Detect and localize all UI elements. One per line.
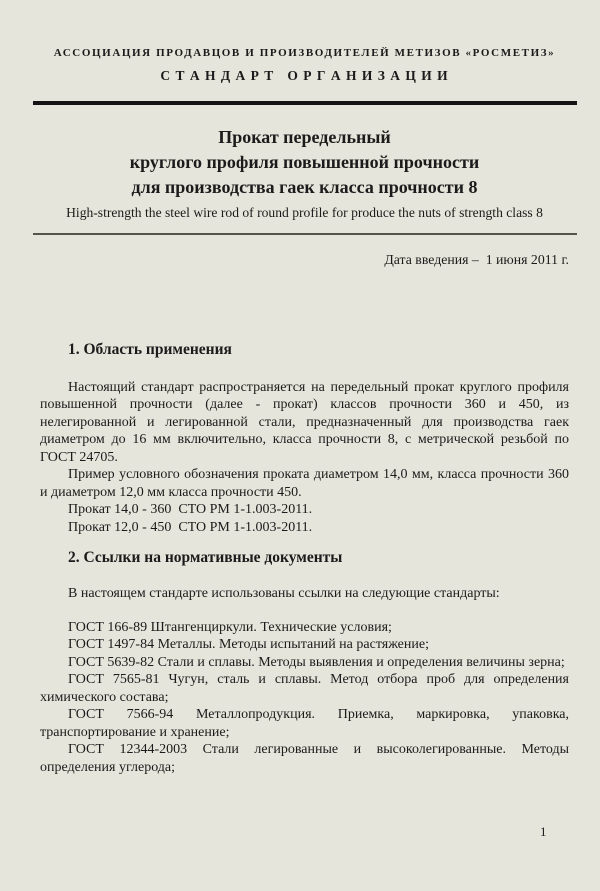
standard-reference-item: ГОСТ 7566-94 Металлопродукция. Приемка, маркировка, упаковка, транспортирование и хранение; <box>40 707 569 740</box>
section-1-paragraph: Настоящий стандарт распространяется на передельный прокат круглого профиля повышенной прочности (далее - прокат) классов прочности 360 и 450, из нелегированной и легированной стали, предназначенный для производства гаек диаметром до 16 мм включительно, класса прочности 8, с метрической резьбой по ГОСТ 24705. <box>40 379 569 465</box>
standard-type-label: С Т А Н Д А Р Т О Р Г А Н И З А Ц И И <box>160 68 449 83</box>
standard-reference-item: ГОСТ 166-89 Штангенциркули. Технические условия; <box>68 619 392 635</box>
page-number: 1 <box>540 824 547 839</box>
spacer <box>40 268 569 340</box>
standard-reference-item: ГОСТ 12344-2003 Стали легированные и высоколегированные. Методы определения углерода; <box>40 742 569 775</box>
section-1-heading: 1. Область применения <box>68 340 232 358</box>
spacer <box>40 603 569 619</box>
standard-reference-item: ГОСТ 5639-82 Стали и сплавы. Методы выявления и определения величины зерна; <box>68 654 565 670</box>
document-content <box>40 0 569 776</box>
introduction-date: Дата введения – 1 июня 2011 г. <box>384 251 569 267</box>
subtitle-divider-rule <box>33 233 577 235</box>
document-title-line-2: круглого профиля повышенной прочности <box>129 151 480 172</box>
designation-example-line: Прокат 12,0 - 450 СТО РМ 1-1.003-2011. <box>68 519 313 535</box>
document-title-line-3: для производства гаек класса прочности 8 <box>131 176 478 197</box>
header-divider-rule <box>33 101 577 105</box>
standard-reference-item: ГОСТ 1497-84 Металлы. Методы испытаний на растяжение; <box>68 637 429 652</box>
document-subtitle-english: High-strength the steel wire rod of round profile for produce the nuts of strength class 8 <box>66 204 543 220</box>
organization-name: АССОЦИАЦИЯ ПРОДАВЦОВ И ПРОИЗВОДИТЕЛЕЙ МЕТИЗОВ «РОСМЕТИЗ» <box>53 47 556 59</box>
section-1-paragraph: Пример условного обозначения проката диаметром 14,0 мм, класса прочности 360 и диаметром 12,0 мм класса прочности 450. <box>40 467 569 500</box>
designation-example-line: Прокат 14,0 - 360 СТО РМ 1-1.003-2011. <box>68 502 313 517</box>
section-2-intro-paragraph: В настоящем стандарте использованы ссылки на следующие стандарты: <box>68 586 500 601</box>
standard-reference-item: ГОСТ 7565-81 Чугун, сталь и сплавы. Метод отбора проб для определения химического состава; <box>40 672 569 705</box>
section-2-heading: 2. Ссылки на нормативные документы <box>68 549 343 566</box>
document-title <box>40 125 569 200</box>
document-title-line-1: Прокат передельный <box>218 126 391 147</box>
